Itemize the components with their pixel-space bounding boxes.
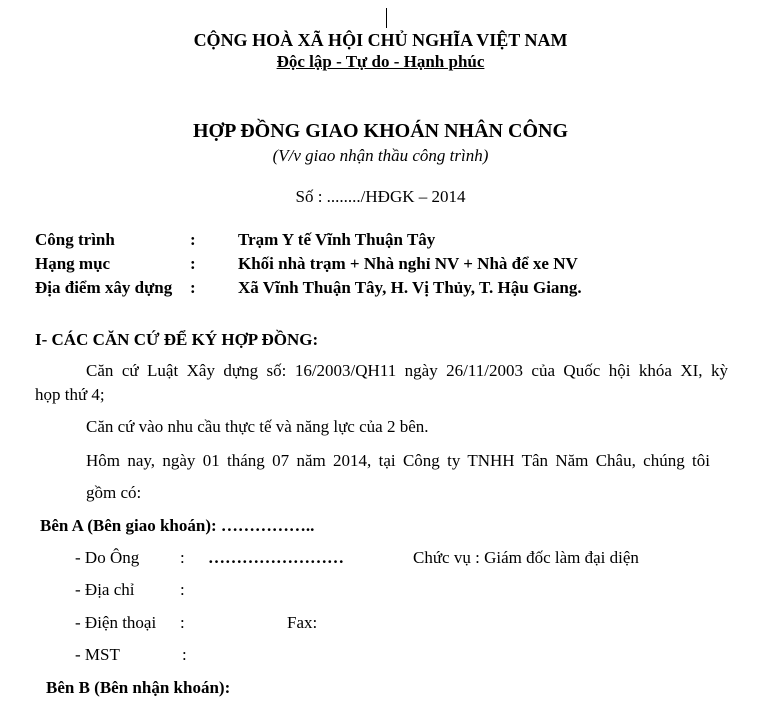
fax-label: Fax: bbox=[287, 613, 318, 632]
representative-value: …………………… bbox=[208, 548, 344, 567]
phone-label: - Điện thoại bbox=[75, 613, 157, 632]
representative-position: Chức vụ : Giám đốc làm đại diện bbox=[413, 548, 639, 567]
category-separator: : bbox=[190, 254, 196, 273]
address-label: - Địa chỉ bbox=[75, 580, 135, 599]
document-subtitle: (V/v giao nhận thầu công trình) bbox=[272, 146, 489, 165]
document-title: HỢP ĐỒNG GIAO KHOÁN NHÂN CÔNG bbox=[192, 120, 568, 142]
address-separator: : bbox=[180, 580, 185, 599]
needs-basis: Căn cứ vào nhu cầu thực tế và năng lực của 2 bên. bbox=[86, 417, 429, 436]
party-b-heading: Bên B (Bên nhận khoán): bbox=[46, 678, 231, 697]
location-separator: : bbox=[190, 278, 196, 297]
project-label: Công trình bbox=[35, 230, 115, 249]
document-number: Số : ......../HĐGK – 2014 bbox=[295, 187, 466, 206]
tax-code-label: - MST bbox=[75, 645, 120, 664]
project-separator: : bbox=[190, 230, 196, 249]
legal-basis-line2: họp thứ 4; bbox=[35, 385, 105, 404]
location-value: Xã Vĩnh Thuận Tây, H. Vị Thủy, T. Hậu Giang. bbox=[238, 278, 582, 297]
category-value: Khối nhà trạm + Nhà nghỉ NV + Nhà để xe NV bbox=[238, 254, 578, 273]
national-motto: Độc lập - Tự do - Hạnh phúc bbox=[276, 52, 485, 71]
party-a-heading: Bên A (Bên giao khoán): …………….. bbox=[40, 516, 315, 535]
project-value: Trạm Y tế Vĩnh Thuận Tây bbox=[238, 230, 436, 249]
phone-separator: : bbox=[180, 613, 185, 632]
representative-label: - Do Ông bbox=[75, 548, 140, 567]
section-heading: I- CÁC CĂN CỨ ĐỂ KÝ HỢP ĐỒNG: bbox=[35, 330, 319, 349]
tax-code-separator: : bbox=[182, 645, 187, 664]
location-label: Địa điểm xây dựng bbox=[35, 278, 173, 297]
country-name: CỘNG HOÀ XÃ HỘI CHỦ NGHĨA VIỆT NAM bbox=[193, 30, 568, 50]
date-place-line2: gồm có: bbox=[86, 483, 142, 502]
text-cursor bbox=[386, 8, 387, 28]
category-label: Hạng mục bbox=[35, 254, 111, 273]
date-place-line1: Hôm nay, ngày 01 tháng 07 năm 2014, tại Công ty TNHH Tân Năm Châu, chúng tôi bbox=[86, 451, 710, 470]
representative-separator: : bbox=[180, 548, 185, 567]
legal-basis-line1: Căn cứ Luật Xây dựng số: 16/2003/QH11 ngày 26/11/2003 của Quốc hội khóa XI, kỳ bbox=[86, 361, 728, 380]
